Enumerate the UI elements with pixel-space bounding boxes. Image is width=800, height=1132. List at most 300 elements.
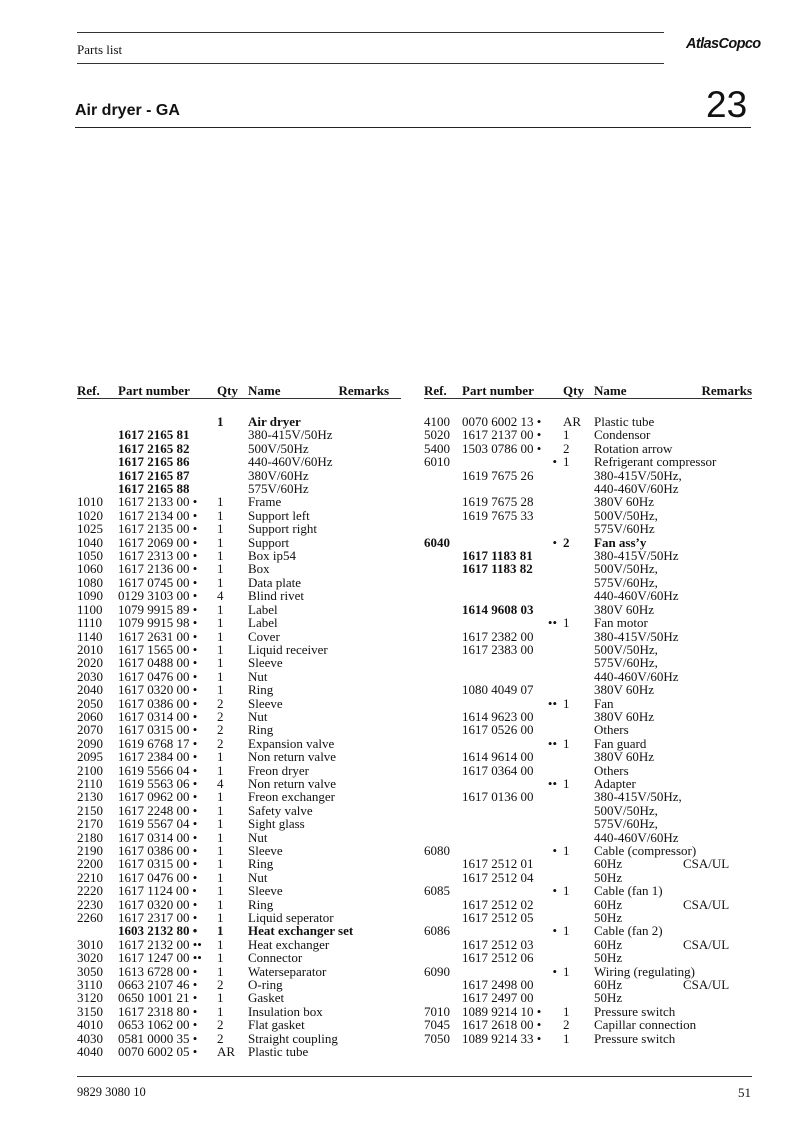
col-ref-header: Ref. (424, 383, 447, 398)
remarks-cell (683, 871, 752, 884)
ref-cell: 6010 (424, 454, 450, 470)
ref-cell (424, 938, 462, 951)
remarks-cell (683, 576, 752, 589)
header-bottom-rule (77, 63, 664, 64)
table-row (424, 817, 752, 830)
table-row (424, 522, 752, 535)
name-cell: Data plate (248, 574, 302, 590)
ref-cell: 4040 (77, 1044, 103, 1060)
ref-cell: 2210 (77, 869, 103, 885)
part-number-cell: 1617 2497 00 (462, 990, 534, 1006)
name-cell: Nut (248, 869, 268, 885)
remarks-cell (338, 965, 401, 978)
table-row (424, 549, 752, 562)
part-number-cell: 1089 9214 10 • (462, 1003, 542, 1019)
ref-cell (77, 442, 118, 455)
part-number-cell: 0070 6002 05 • (118, 1044, 198, 1060)
part-number-cell: 1617 2512 04 (462, 869, 534, 885)
part-number-cell: •• (547, 735, 557, 751)
name-cell: 500V/50Hz, (594, 561, 658, 577)
part-number-cell: 1079 9915 98 • (118, 615, 198, 631)
part-number-cell: 1619 7675 26 (462, 467, 534, 483)
qty-cell (217, 469, 248, 482)
part-number-cell: 1617 0136 00 (462, 789, 534, 805)
part-number-cell: 1614 9623 00 (462, 708, 534, 724)
remarks-cell (683, 522, 752, 535)
part-number-cell: 1614 9614 00 (462, 749, 534, 765)
table-row (424, 562, 752, 575)
ref-cell (424, 603, 462, 616)
ref-cell (424, 589, 462, 602)
name-cell: 380-415V/50Hz, (594, 467, 682, 483)
name-cell: 575V/60Hz (594, 521, 655, 537)
remarks-cell (338, 562, 401, 575)
table-row (424, 737, 752, 750)
brand-logo: AtlasCopco (686, 36, 761, 52)
table-row (424, 710, 752, 723)
part-number-cell: 1617 2512 03 (462, 936, 534, 952)
table-header-rule (77, 399, 401, 416)
qty-cell: 2 (563, 440, 570, 456)
table-row (77, 509, 401, 522)
table-row (424, 455, 752, 468)
qty-cell: 2 (217, 708, 224, 724)
remarks-cell (338, 630, 401, 643)
qty-cell: 2 (217, 1030, 224, 1046)
table-row (77, 1018, 401, 1031)
remarks-cell (338, 1032, 401, 1045)
name-cell: Blind rivet (248, 588, 304, 604)
part-number-cell (462, 831, 563, 844)
table-row (77, 482, 401, 495)
table-row (424, 790, 752, 803)
table-row (424, 965, 752, 978)
ref-cell: 3150 (77, 1003, 103, 1019)
name-cell: 500V/50Hz, (594, 802, 658, 818)
name-cell: Waterseparator (248, 963, 327, 979)
remarks-cell (683, 750, 752, 763)
name-cell: Safety valve (248, 802, 313, 818)
table-row (424, 428, 752, 441)
name-cell: Sleeve (248, 655, 283, 671)
part-number-cell: 1617 2165 82 (118, 440, 190, 456)
qty-cell (563, 817, 594, 830)
remarks-cell (338, 938, 401, 951)
remarks-cell (683, 589, 752, 602)
part-number-cell: 1080 4049 07 (462, 682, 534, 698)
qty-cell: 1 (563, 883, 570, 899)
qty-cell: 1 (563, 427, 570, 443)
remarks-cell (683, 991, 752, 1004)
remarks-cell (338, 911, 401, 924)
qty-cell: 1 (217, 950, 224, 966)
name-cell: Non return valve (248, 775, 337, 791)
ref-cell: 1040 (77, 534, 103, 550)
remarks-cell (338, 790, 401, 803)
ref-cell (424, 764, 462, 777)
part-number-cell: 1617 2618 00 • (462, 1017, 542, 1033)
qty-cell (563, 804, 594, 817)
qty-cell (563, 951, 594, 964)
ref-cell: 2200 (77, 856, 103, 872)
table-row (77, 764, 401, 777)
ref-cell: 2170 (77, 816, 103, 832)
table-row (77, 737, 401, 750)
table-row (77, 469, 401, 482)
footer-rule (77, 1076, 752, 1077)
name-cell: 380-415V/50Hz (248, 427, 333, 443)
part-number-cell: 1617 2165 87 (118, 467, 190, 483)
name-cell: 50Hz (594, 910, 623, 926)
part-number-cell: 0129 3103 00 • (118, 588, 198, 604)
ref-cell: 2130 (77, 789, 103, 805)
table-row (77, 991, 401, 1004)
ref-cell: 1140 (77, 628, 103, 644)
part-number-cell: 1619 7675 33 (462, 507, 534, 523)
table-row (424, 442, 752, 455)
part-number-cell: 1617 1124 00 • (118, 883, 197, 899)
part-number-cell: 1617 1183 82 (462, 561, 533, 577)
ref-cell: 6080 (424, 843, 450, 858)
part-number-cell: 1619 5563 06 • (118, 775, 198, 791)
remarks-cell (683, 1005, 752, 1018)
remarks-cell (338, 428, 401, 441)
ref-cell (424, 804, 462, 817)
remarks-cell (338, 469, 401, 482)
table-row (77, 924, 401, 937)
part-number-cell: 1619 7675 28 (462, 494, 534, 510)
remarks-cell (338, 683, 401, 696)
qty-cell (217, 455, 248, 468)
part-number-cell (462, 482, 563, 495)
name-cell: Fan (594, 695, 614, 711)
qty-cell: 1 (563, 615, 570, 631)
part-number-cell: • (552, 843, 557, 858)
ref-cell: 2070 (77, 722, 103, 738)
table-row (424, 831, 752, 844)
qty-cell: 1 (217, 414, 224, 429)
remarks-cell (338, 522, 401, 535)
remarks-cell: CSA/UL (683, 856, 730, 872)
qty-cell (563, 683, 594, 696)
ref-cell: 5020 (424, 427, 450, 443)
qty-cell: 1 (217, 802, 224, 818)
remarks-cell (683, 442, 752, 455)
qty-cell: 1 (217, 1003, 224, 1019)
name-cell: Ring (248, 856, 274, 872)
remarks-cell (338, 656, 401, 669)
part-number-cell: 0663 2107 46 • (118, 977, 198, 993)
part-number-cell: 1617 0364 00 (462, 762, 534, 778)
remarks-cell (338, 442, 401, 455)
remarks-cell (683, 790, 752, 803)
qty-cell: 1 (563, 843, 570, 858)
table-row (424, 911, 752, 924)
name-cell: Air dryer (248, 414, 301, 429)
header-label: Parts list (77, 42, 123, 57)
remarks-cell (683, 428, 752, 441)
qty-cell (563, 750, 594, 763)
qty-cell: 1 (217, 574, 224, 590)
ref-cell: 1080 (77, 574, 103, 590)
name-cell: Frame (248, 494, 282, 510)
name-cell: 575V/60Hz, (594, 655, 658, 671)
ref-cell: 2180 (77, 829, 103, 845)
name-cell: Rotation arrow (594, 440, 673, 456)
qty-cell: 1 (217, 843, 224, 858)
qty-cell: 1 (563, 963, 570, 979)
remarks-cell (338, 817, 401, 830)
page-number: 51 (738, 1085, 751, 1100)
qty-cell: 2 (217, 1017, 224, 1033)
col-part-header: Part number (118, 383, 190, 398)
part-number-cell: 1617 0745 00 • (118, 574, 198, 590)
table-row (77, 603, 401, 616)
table-row (77, 831, 401, 844)
table-row (424, 576, 752, 589)
qty-cell: 1 (563, 1003, 570, 1019)
ref-cell: 2110 (77, 775, 103, 791)
qty-cell: 1 (563, 735, 570, 751)
qty-cell: 1 (563, 454, 570, 470)
remarks-cell (338, 723, 401, 736)
qty-cell: 1 (217, 561, 224, 577)
table-row (424, 469, 752, 482)
table-row (424, 536, 752, 549)
parts-table-right (424, 383, 752, 1045)
table-row (77, 536, 401, 549)
table-row (77, 576, 401, 589)
ref-cell: 2010 (77, 641, 103, 657)
name-cell: Cover (248, 628, 280, 644)
ref-cell (77, 415, 118, 428)
part-number-cell: 1617 0476 00 • (118, 869, 198, 885)
qty-cell: 1 (217, 534, 224, 550)
qty-cell: 2 (217, 735, 224, 751)
qty-cell (563, 562, 594, 575)
name-cell: 575V/60Hz, (594, 816, 658, 832)
remarks-cell (338, 509, 401, 522)
name-cell: Sleeve (248, 843, 283, 858)
name-cell: Nut (248, 668, 268, 684)
part-number-cell: 1617 2512 06 (462, 950, 534, 966)
remarks-cell (683, 469, 752, 482)
qty-cell: 1 (217, 816, 224, 832)
part-number-cell: 1617 0476 00 • (118, 668, 198, 684)
part-number-cell (462, 817, 563, 830)
remarks-cell (338, 951, 401, 964)
remarks-cell (338, 1018, 401, 1031)
remarks-cell (683, 603, 752, 616)
remarks-cell (338, 643, 401, 656)
part-number-cell: 1079 9915 89 • (118, 601, 198, 617)
qty-cell: 1 (217, 829, 224, 845)
remarks-cell (338, 831, 401, 844)
part-number-cell: 1617 1183 81 (462, 548, 533, 564)
part-number-cell: 1503 0786 00 • (462, 440, 542, 456)
remarks-cell (683, 804, 752, 817)
qty-cell: 1 (217, 990, 224, 1006)
table-row (424, 509, 752, 522)
remarks-cell (338, 777, 401, 790)
name-cell: Sleeve (248, 695, 283, 711)
ref-cell: 5400 (424, 440, 450, 456)
name-cell: Straight coupling (248, 1030, 338, 1046)
part-number-cell: 1617 0315 00 • (118, 856, 198, 872)
qty-cell (563, 764, 594, 777)
table-row (424, 723, 752, 736)
table-row (424, 643, 752, 656)
part-number-cell: 1617 0314 00 • (118, 829, 198, 845)
qty-cell (563, 589, 594, 602)
qty-cell: 1 (217, 494, 224, 510)
ref-cell: 7010 (424, 1003, 450, 1019)
remarks-cell (683, 630, 752, 643)
col-part-header: Part number (462, 383, 534, 398)
table-row (424, 697, 752, 710)
part-number-cell: •• (547, 775, 557, 791)
part-number-cell: 1617 1247 00 •• (118, 950, 202, 966)
ref-cell (424, 656, 462, 669)
remarks-cell: CSA/UL (683, 977, 730, 993)
part-number-cell: 1617 2631 00 • (118, 628, 198, 644)
table-row (424, 616, 752, 629)
name-cell: Expansion valve (248, 735, 335, 751)
table-row (77, 938, 401, 951)
name-cell: 50Hz (594, 950, 623, 966)
col-name-header: Name (594, 383, 627, 398)
ref-cell: 1090 (77, 588, 103, 604)
part-number-cell: 1617 2512 05 (462, 910, 534, 926)
table-row (424, 630, 752, 643)
remarks-cell (338, 589, 401, 602)
table-row (77, 777, 401, 790)
table-row (424, 764, 752, 777)
name-cell: 440-460V/60Hz (594, 588, 679, 604)
part-number-cell: 1617 2165 88 (118, 481, 190, 497)
qty-cell (563, 509, 594, 522)
ref-cell (424, 790, 462, 803)
table-row (77, 723, 401, 736)
qty-cell (563, 576, 594, 589)
ref-cell: 3120 (77, 990, 103, 1006)
part-number-cell: 1089 9214 33 • (462, 1030, 542, 1046)
name-cell: Nut (248, 708, 268, 724)
ref-cell (424, 723, 462, 736)
remarks-cell (683, 1032, 752, 1045)
qty-cell: 1 (217, 936, 224, 952)
qty-cell: 2 (217, 977, 224, 993)
remarks-cell (683, 737, 752, 750)
table-row (77, 1032, 401, 1045)
table-row (77, 697, 401, 710)
name-cell: Support left (248, 507, 310, 523)
remarks-cell (338, 616, 401, 629)
table-row (77, 656, 401, 669)
qty-cell (217, 442, 248, 455)
table-row (424, 750, 752, 763)
remarks-cell (338, 871, 401, 884)
table-row (77, 884, 401, 897)
name-cell: Insulation box (248, 1003, 323, 1019)
table-row (424, 951, 752, 964)
part-number-cell: 1617 0526 00 (462, 722, 534, 738)
ref-cell (77, 482, 118, 495)
table-row (77, 562, 401, 575)
part-number-cell: • (552, 534, 557, 550)
ref-cell: 1025 (77, 521, 103, 537)
ref-cell (77, 455, 118, 468)
qty-cell (563, 643, 594, 656)
remarks-cell (338, 549, 401, 562)
name-cell: 380V 60Hz (594, 682, 655, 698)
ref-cell (424, 831, 462, 844)
part-number-cell: 1617 2248 00 • (118, 802, 198, 818)
remarks-cell (338, 857, 401, 870)
remarks-cell (338, 1005, 401, 1018)
qty-cell: 1 (217, 548, 224, 564)
name-cell: 50Hz (594, 990, 623, 1006)
col-qty-header: Qty (563, 383, 584, 398)
name-cell: 575V/60Hz, (594, 574, 658, 590)
name-cell: Wiring (regulating) (594, 963, 695, 979)
remarks-cell (338, 764, 401, 777)
remarks-cell: CSA/UL (683, 896, 730, 912)
ref-cell: 6040 (424, 534, 450, 550)
ref-cell (424, 509, 462, 522)
ref-cell (424, 549, 462, 562)
qty-cell: 1 (217, 521, 224, 537)
table-row (424, 871, 752, 884)
remarks-cell (683, 415, 752, 428)
ref-cell (424, 469, 462, 482)
remarks-cell (338, 482, 401, 495)
name-cell: 60Hz (594, 856, 623, 872)
table-row (424, 777, 752, 790)
remarks-cell (683, 710, 752, 723)
qty-cell: 1 (217, 615, 224, 631)
ref-cell (424, 562, 462, 575)
document-code: 9829 3080 10 (77, 1085, 146, 1099)
table-row (77, 549, 401, 562)
table-row (424, 1018, 752, 1031)
name-cell: Pressure switch (594, 1030, 676, 1046)
part-number-cell: • (552, 963, 557, 979)
table-row (77, 589, 401, 602)
name-cell: 380V 60Hz (594, 494, 655, 510)
ref-cell: 4030 (77, 1030, 103, 1046)
remarks-cell (683, 817, 752, 830)
name-cell: 575V/60Hz (248, 481, 309, 497)
ref-cell (424, 951, 462, 964)
qty-cell: 1 (563, 695, 570, 711)
remarks-cell (338, 576, 401, 589)
qty-cell (217, 428, 248, 441)
part-number-cell: 1617 2137 00 • (462, 427, 542, 443)
part-number-cell: 1617 2382 00 (462, 628, 534, 644)
qty-cell (563, 831, 594, 844)
name-cell: Cable (compressor) (594, 843, 697, 858)
ref-cell (424, 750, 462, 763)
name-cell: 380-415V/50Hz (594, 548, 679, 564)
ref-cell: 2050 (77, 695, 103, 711)
ref-cell: 2060 (77, 708, 103, 724)
qty-cell: 1 (563, 1030, 570, 1046)
name-cell: Cable (fan 2) (594, 923, 663, 939)
ref-cell: 6085 (424, 883, 450, 899)
name-cell: 440-460V/60Hz (594, 481, 679, 497)
table-row (424, 898, 752, 911)
